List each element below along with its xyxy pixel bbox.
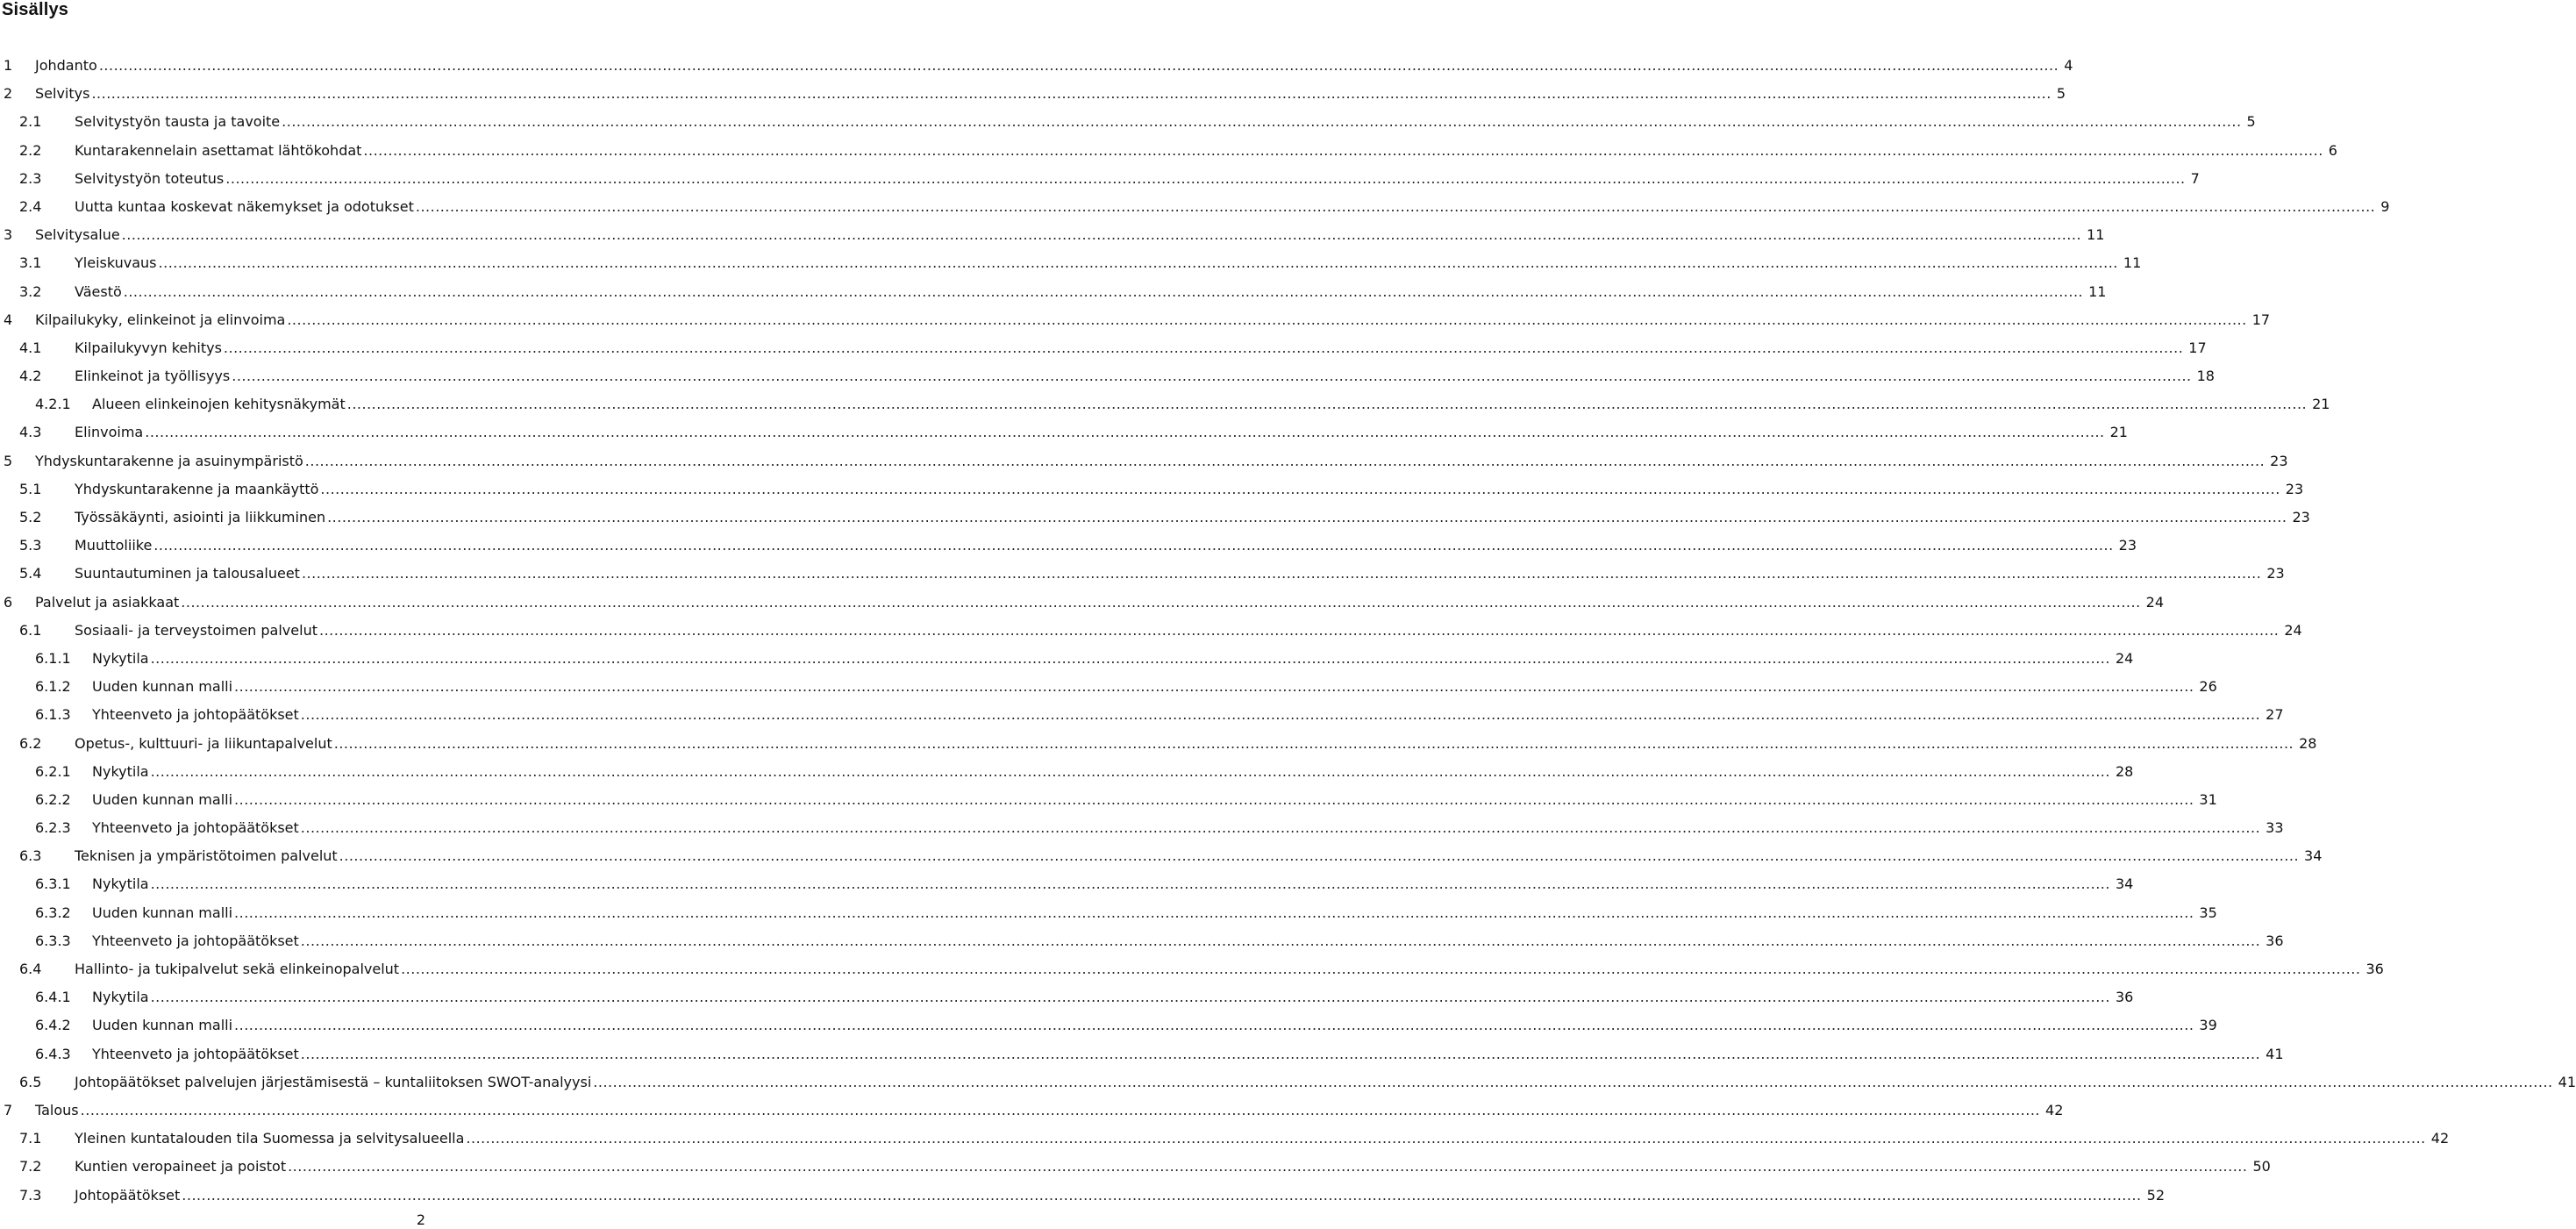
toc-entry-line (92, 390, 2330, 418)
toc-entry-page: 36 (2266, 932, 2284, 949)
toc-entry-line (75, 1153, 2271, 1181)
toc-entry-title: Uuden kunnan malli (92, 790, 233, 808)
toc-entry-line (75, 278, 2107, 306)
dot-leader: ................................................................................................................................................................................................................................................................................................................................................................................................................ (223, 339, 2184, 356)
toc-entry[interactable] (0, 1040, 2284, 1068)
toc-entry[interactable] (0, 617, 2302, 645)
toc-entry-title: Kuntien veropaineet ja poistot (75, 1158, 287, 1175)
toc-entry-number: 6.2.3 (35, 819, 71, 837)
toc-entry-page: 23 (2270, 452, 2288, 469)
toc-entry-number: 6.4 (19, 961, 42, 977)
toc-entry-line (75, 1182, 2165, 1210)
toc-entry-page: 21 (2312, 396, 2330, 413)
toc-entry-title: Nykytila (92, 649, 149, 667)
toc-entry-page: 34 (2304, 847, 2323, 865)
toc-entry-number: 3.1 (19, 254, 42, 272)
dot-leader: ................................................................................................................................................................................................................................................................................................................................................................................................................ (300, 1045, 2261, 1062)
toc-entry[interactable] (0, 786, 2217, 814)
toc-entry-title: Opetus-, kulttuuri- ja liikuntapalvelut (75, 734, 332, 752)
dot-leader: ................................................................................................................................................................................................................................................................................................................................................................................................................ (232, 368, 2192, 385)
toc-entry-title: Nykytila (92, 989, 149, 1006)
toc-entry-line (75, 560, 2285, 588)
toc-entry[interactable] (0, 108, 2256, 136)
dot-leader: ................................................................................................................................................................................................................................................................................................................................................................................................................ (234, 790, 2194, 808)
toc-entry-line (75, 108, 2256, 136)
toc-entry[interactable] (0, 334, 2207, 362)
toc-entry-line (75, 193, 2390, 221)
toc-entry[interactable] (0, 221, 2105, 249)
toc-entry-number: 7 (4, 1101, 13, 1118)
toc-entry-number: 3 (4, 226, 13, 244)
toc-entry[interactable] (0, 701, 2284, 729)
dot-leader: ................................................................................................................................................................................................................................................................................................................................................................................................................ (225, 169, 2186, 187)
toc-entry-line (75, 617, 2302, 645)
toc-entry-line (75, 418, 2128, 447)
toc-entry-title: Talous (35, 1101, 79, 1118)
toc-entry-number: 6.4.2 (35, 1017, 71, 1034)
dot-leader: ................................................................................................................................................................................................................................................................................................................................................................................................................ (123, 282, 2084, 300)
toc-entry-title: Sosiaali- ja terveystoimen palvelut (75, 621, 318, 639)
toc-entry[interactable] (0, 390, 2330, 418)
toc-entry-line (75, 1068, 2576, 1097)
toc-entry-page: 7 (2190, 169, 2200, 187)
toc-entry[interactable] (0, 1097, 2064, 1125)
toc-entry-line (92, 927, 2284, 955)
toc-entry-page: 11 (2088, 282, 2107, 300)
toc-entry-title: Uuden kunnan malli (92, 1017, 233, 1034)
toc-entry-title: Yhdyskuntarakenne ja maankäyttö (75, 480, 319, 497)
toc-entry-number: 6.3.3 (35, 932, 71, 949)
toc-entry-number: 6.1.3 (35, 706, 71, 724)
toc-entry-page: 39 (2199, 1017, 2217, 1034)
toc-entry-title: Suuntautuminen ja talousalueet (75, 565, 300, 582)
toc-entry[interactable] (0, 1011, 2217, 1040)
toc-entry-number: 7.1 (19, 1130, 42, 1147)
toc-entry[interactable] (0, 589, 2165, 617)
toc-entry[interactable] (0, 475, 2304, 504)
toc-entry[interactable] (0, 560, 2285, 588)
toc-entry-title: Elinkeinot ja työllisyys (75, 368, 231, 385)
table-of-contents (0, 52, 2576, 1210)
toc-entry[interactable] (0, 730, 2317, 758)
toc-entry-title: Selvitystyön toteutus (75, 169, 225, 187)
toc-entry-line (35, 589, 2165, 617)
dot-leader: ................................................................................................................................................................................................................................................................................................................................................................................................................ (339, 847, 2300, 865)
dot-leader: ................................................................................................................................................................................................................................................................................................................................................................................................................ (234, 1017, 2194, 1034)
toc-entry-page: 11 (2123, 254, 2142, 272)
toc-entry-number: 5.1 (19, 480, 42, 497)
toc-entry-title: Väestö (75, 282, 122, 300)
toc-entry-number: 5.3 (19, 537, 42, 554)
toc-entry-number: 7.3 (19, 1186, 42, 1204)
toc-entry-number: 4.1 (19, 339, 42, 356)
toc-entry-number: 6.1.2 (35, 678, 71, 696)
toc-entry-page: 23 (2285, 480, 2304, 497)
toc-entry-page: 28 (2299, 734, 2317, 752)
toc-entry-line (92, 870, 2134, 898)
toc-entry-title: Yhteenveto ja johtopäätökset (92, 819, 299, 837)
toc-entry[interactable] (0, 1068, 2576, 1097)
toc-entry-line (92, 645, 2134, 673)
toc-entry-number: 4.2.1 (35, 396, 71, 413)
toc-entry-page: 17 (2251, 311, 2271, 328)
toc-entry-line (92, 983, 2134, 1011)
toc-entry-line (92, 701, 2284, 729)
toc-entry-page: 5 (2246, 113, 2256, 131)
toc-entry[interactable] (0, 758, 2134, 786)
toc-entry-line (35, 306, 2271, 334)
toc-entry[interactable] (0, 899, 2217, 927)
dot-leader: ................................................................................................................................................................................................................................................................................................................................................................................................................ (333, 734, 2294, 752)
toc-entry-page: 23 (2118, 537, 2137, 554)
toc-entry[interactable] (0, 645, 2134, 673)
toc-entry-page: 21 (2109, 424, 2128, 441)
toc-entry-number: 4 (4, 311, 13, 328)
toc-entry-page: 24 (2284, 621, 2302, 639)
dot-leader: ................................................................................................................................................................................................................................................................................................................................................................................................................ (300, 819, 2261, 837)
dot-leader: ................................................................................................................................................................................................................................................................................................................................................................................................................ (145, 424, 2105, 441)
toc-entry[interactable] (0, 306, 2271, 334)
toc-entry-title: Selvitysalue (35, 226, 120, 244)
toc-entry-page: 31 (2199, 790, 2217, 808)
toc-entry-number: 6 (4, 593, 13, 611)
toc-entry-title: Hallinto- ja tukipalvelut sekä elinkeinopalvelut (75, 961, 400, 977)
toc-entry-title: Selvitystyön tausta ja tavoite (75, 113, 281, 131)
toc-entry-page: 27 (2266, 706, 2284, 724)
toc-entry-line (75, 955, 2384, 983)
dot-leader: ................................................................................................................................................................................................................................................................................................................................................................................................................ (121, 226, 2082, 244)
dot-leader: ................................................................................................................................................................................................................................................................................................................................................................................................................ (346, 396, 2308, 413)
toc-entry-page: 41 (2558, 1073, 2576, 1090)
toc-entry[interactable] (0, 1125, 2450, 1153)
toc-entry[interactable] (0, 137, 2337, 165)
toc-entry-title: Elinvoima (75, 424, 144, 441)
toc-entry[interactable] (0, 447, 2288, 475)
dot-leader: ................................................................................................................................................................................................................................................................................................................................................................................................................ (150, 762, 2110, 780)
toc-entry-line (92, 1040, 2284, 1068)
toc-entry-title: Yleinen kuntatalouden tila Suomessa ja selvitysalueella (75, 1130, 465, 1147)
toc-entry[interactable] (0, 955, 2384, 983)
toc-entry[interactable] (0, 52, 2073, 80)
dot-leader: ................................................................................................................................................................................................................................................................................................................................................................................................................ (153, 537, 2114, 554)
dot-leader: ................................................................................................................................................................................................................................................................................................................................................................................................................ (98, 57, 2059, 74)
toc-entry-title: Teknisen ja ympäristötoimen palvelut (75, 847, 338, 865)
dot-leader: ................................................................................................................................................................................................................................................................................................................................................................................................................ (300, 932, 2261, 949)
toc-entry-number: 6.1 (19, 621, 42, 639)
toc-entry-title: Yhteenveto ja johtopäätökset (92, 932, 299, 949)
toc-entry-page: 35 (2199, 904, 2217, 921)
toc-entry[interactable] (0, 193, 2390, 221)
toc-entry-line (92, 758, 2134, 786)
toc-entry-line (75, 842, 2323, 870)
toc-entry-line (75, 165, 2200, 193)
toc-entry-number: 5.2 (19, 509, 42, 525)
toc-entry-line (75, 334, 2207, 362)
toc-entry-number: 2.3 (19, 169, 42, 187)
toc-entry-line (75, 475, 2304, 504)
toc-entry-number: 2.1 (19, 113, 42, 131)
toc-entry-line (75, 137, 2337, 165)
toc-entry-page: 50 (2252, 1158, 2271, 1175)
toc-entry[interactable] (0, 1182, 2165, 1210)
toc-entry-line (35, 447, 2288, 475)
dot-leader: ................................................................................................................................................................................................................................................................................................................................................................................................................ (150, 875, 2110, 893)
toc-entry-number: 4.3 (19, 424, 42, 441)
toc-entry-title: Kilpailukyvyn kehitys (75, 339, 222, 356)
toc-entry-line (75, 532, 2137, 560)
toc-entry-line (92, 1011, 2217, 1040)
toc-entry-title: Johdanto (35, 57, 97, 74)
toc-entry-line (92, 786, 2217, 814)
toc-entry[interactable] (0, 418, 2128, 447)
dot-leader: ................................................................................................................................................................................................................................................................................................................................................................................................................ (320, 480, 2280, 497)
toc-entry-title: Kilpailukyky, elinkeinot ja elinvoima (35, 311, 286, 328)
dot-leader: ................................................................................................................................................................................................................................................................................................................................................................................................................ (363, 141, 2323, 159)
dot-leader: ................................................................................................................................................................................................................................................................................................................................................................................................................ (181, 593, 2141, 611)
toc-entry-page: 33 (2266, 819, 2284, 837)
toc-entry-page: 36 (2365, 961, 2384, 977)
toc-entry-line (75, 1125, 2450, 1153)
toc-entry[interactable] (0, 927, 2284, 955)
dot-leader: ................................................................................................................................................................................................................................................................................................................................................................................................................ (150, 649, 2110, 667)
dot-leader: ................................................................................................................................................................................................................................................................................................................................................................................................................ (318, 621, 2280, 639)
toc-entry-title: Yhdyskuntarakenne ja asuinympäristö (35, 452, 303, 469)
toc-entry-line (92, 899, 2217, 927)
dot-leader: ................................................................................................................................................................................................................................................................................................................................................................................................................ (466, 1130, 2426, 1147)
toc-entry-page: 23 (2292, 509, 2310, 525)
toc-entry-number: 6.2.1 (35, 762, 71, 780)
toc-entry-line (75, 730, 2317, 758)
dot-leader: ................................................................................................................................................................................................................................................................................................................................................................................................................ (593, 1073, 2553, 1090)
toc-entry-number: 2 (4, 85, 13, 103)
dot-leader: ................................................................................................................................................................................................................................................................................................................................................................................................................ (288, 1158, 2248, 1175)
toc-entry-title: Uuden kunnan malli (92, 904, 233, 921)
toc-entry-page: 42 (2045, 1101, 2064, 1118)
toc-entry-line (92, 814, 2284, 842)
toc-entry-page: 24 (2145, 593, 2165, 611)
toc-entry[interactable] (0, 249, 2142, 277)
page-number: 2 (416, 1211, 426, 1228)
dot-leader: ................................................................................................................................................................................................................................................................................................................................................................................................................ (327, 509, 2287, 525)
toc-entry-line (92, 673, 2217, 701)
toc-entry-page: 5 (2056, 85, 2066, 103)
toc-entry-number: 6.1.1 (35, 649, 71, 667)
toc-entry-number: 1 (4, 57, 13, 74)
toc-entry-number: 6.4.1 (35, 989, 71, 1006)
toc-entry-number: 6.3.2 (35, 904, 71, 921)
toc-entry-title: Nykytila (92, 875, 149, 893)
dot-leader: ................................................................................................................................................................................................................................................................................................................................................................................................................ (301, 565, 2262, 582)
toc-entry-title: Nykytila (92, 762, 149, 780)
toc-entry-page: 28 (2115, 762, 2134, 780)
toc-entry-title: Uuden kunnan malli (92, 678, 233, 696)
toc-entry-line (35, 52, 2073, 80)
dot-leader: ................................................................................................................................................................................................................................................................................................................................................................................................................ (304, 452, 2266, 469)
toc-entry-title: Alueen elinkeinojen kehitysnäkymät (92, 396, 346, 413)
toc-entry-title: Johtopäätökset (75, 1186, 181, 1204)
toc-entry-number: 4.2 (19, 368, 42, 385)
dot-leader: ................................................................................................................................................................................................................................................................................................................................................................................................................ (182, 1186, 2142, 1204)
toc-entry-line (35, 1097, 2064, 1125)
dot-leader: ................................................................................................................................................................................................................................................................................................................................................................................................................ (287, 311, 2247, 328)
dot-leader: ................................................................................................................................................................................................................................................................................................................................................................................................................ (158, 254, 2118, 272)
toc-entry-page: 6 (2328, 141, 2337, 159)
toc-entry[interactable] (0, 673, 2217, 701)
toc-entry[interactable] (0, 842, 2323, 870)
toc-entry[interactable] (0, 165, 2200, 193)
toc-entry-number: 7.2 (19, 1158, 42, 1175)
toc-entry-number: 2.2 (19, 141, 42, 159)
toc-entry-number: 6.2.2 (35, 790, 71, 808)
toc-entry[interactable] (0, 532, 2137, 560)
toc-entry-title: Kuntarakennelain asettamat lähtökohdat (75, 141, 362, 159)
toc-entry-line (75, 504, 2310, 532)
toc-entry[interactable] (0, 80, 2066, 108)
toc-entry-title: Yhteenveto ja johtopäätökset (92, 1045, 299, 1062)
toc-entry-title: Uutta kuntaa koskevat näkemykset ja odotukset (75, 197, 414, 215)
toc-entry-page: 34 (2115, 875, 2134, 893)
toc-entry-page: 9 (2380, 197, 2390, 215)
toc-entry-line (35, 80, 2066, 108)
dot-leader: ................................................................................................................................................................................................................................................................................................................................................................................................................ (415, 197, 2376, 215)
toc-entry-page: 17 (2188, 339, 2207, 356)
toc-entry-page: 23 (2266, 565, 2285, 582)
toc-entry-number: 6.3 (19, 847, 42, 865)
toc-entry[interactable] (0, 504, 2310, 532)
toc-entry-page: 4 (2064, 57, 2073, 74)
toc-entry[interactable] (0, 362, 2215, 390)
dot-leader: ................................................................................................................................................................................................................................................................................................................................................................................................................ (282, 113, 2242, 131)
toc-entry-line (75, 249, 2142, 277)
toc-entry-number: 6.3.1 (35, 875, 71, 893)
toc-entry[interactable] (0, 814, 2284, 842)
dot-leader: ................................................................................................................................................................................................................................................................................................................................................................................................................ (150, 989, 2110, 1006)
toc-entry-title: Selvitys (35, 85, 90, 103)
toc-entry-number: 6.5 (19, 1073, 42, 1090)
toc-entry-page: 36 (2115, 989, 2134, 1006)
toc-entry-number: 3.2 (19, 282, 42, 300)
toc-entry[interactable] (0, 1153, 2271, 1181)
toc-entry-page: 18 (2196, 368, 2215, 385)
toc-entry-title: Palvelut ja asiakkaat (35, 593, 180, 611)
dot-leader: ................................................................................................................................................................................................................................................................................................................................................................................................................ (80, 1101, 2041, 1118)
toc-entry-title: Yleiskuvaus (75, 254, 157, 272)
dot-leader: ................................................................................................................................................................................................................................................................................................................................................................................................................ (300, 706, 2261, 724)
dot-leader: ................................................................................................................................................................................................................................................................................................................................................................................................................ (234, 904, 2194, 921)
toc-entry-number: 5 (4, 452, 13, 469)
toc-entry-number: 5.4 (19, 565, 42, 582)
toc-entry-page: 24 (2115, 649, 2134, 667)
toc-entry[interactable] (0, 870, 2134, 898)
toc-entry-page: 41 (2266, 1045, 2284, 1062)
toc-entry-line (35, 221, 2105, 249)
dot-leader: ................................................................................................................................................................................................................................................................................................................................................................................................................ (234, 678, 2194, 696)
dot-leader: ................................................................................................................................................................................................................................................................................................................................................................................................................ (401, 961, 2361, 977)
toc-entry[interactable] (0, 983, 2134, 1011)
toc-entry-title: Muuttoliike (75, 537, 153, 554)
toc-entry-title: Työssäkäynti, asiointi ja liikkuminen (75, 509, 326, 525)
toc-entry-line (75, 362, 2215, 390)
toc-entry-title: Johtopäätökset palvelujen järjestämisestä – kuntaliitoksen SWOT-analyysi (75, 1073, 592, 1090)
toc-entry-number: 6.4.3 (35, 1045, 71, 1062)
toc-entry-page: 26 (2199, 678, 2217, 696)
toc-entry-page: 11 (2087, 226, 2105, 244)
toc-entry-page: 52 (2146, 1186, 2165, 1204)
toc-entry-page: 42 (2430, 1130, 2450, 1147)
toc-entry-title: Yhteenveto ja johtopäätökset (92, 706, 299, 724)
toc-entry-number: 6.2 (19, 734, 42, 752)
toc-entry[interactable] (0, 278, 2107, 306)
toc-entry-number: 2.4 (19, 197, 42, 215)
page-title: Sisällys (2, 0, 69, 19)
dot-leader: ................................................................................................................................................................................................................................................................................................................................................................................................................ (91, 85, 2052, 103)
